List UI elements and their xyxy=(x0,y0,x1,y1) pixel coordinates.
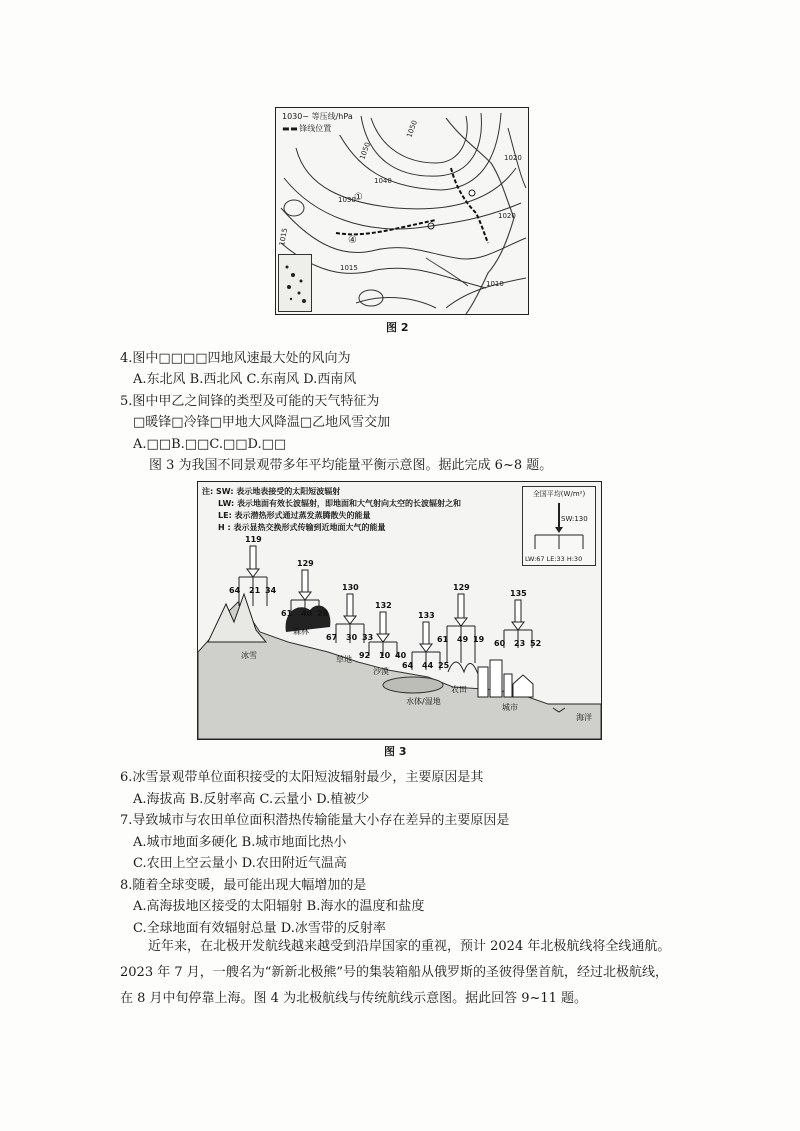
landscape-label: 沙漠 xyxy=(373,667,389,676)
point-marker: ④ xyxy=(348,235,357,246)
national-values: LW:67 LE:33 H:30 xyxy=(525,555,583,563)
sw-value: 135 xyxy=(510,589,527,598)
landscape-label: 森林 xyxy=(293,627,309,636)
isobar-label: 1030 xyxy=(338,196,356,204)
sw-arrow-head xyxy=(512,622,524,630)
sw-arrow-shaft xyxy=(458,594,464,618)
map-inset xyxy=(278,254,312,312)
national-arrows xyxy=(523,501,595,559)
landscape-label: 草地 xyxy=(336,655,352,664)
national-title: 全国平均(W/m²) xyxy=(532,490,586,498)
lw-value: 64 xyxy=(402,661,414,670)
question-5-line: □暖锋□冷锋□甲地大风降温□乙地风雪交加 xyxy=(133,415,391,430)
le-value: 40 xyxy=(301,609,313,618)
sw-arrow-shaft xyxy=(515,600,521,622)
energy-balance-figure xyxy=(197,481,602,740)
question-7-options-2: C.农田上空云量小 D.农田附近气温高 xyxy=(133,856,347,871)
landscape-label: 城市 xyxy=(502,703,518,712)
le-value: 21 xyxy=(249,586,261,595)
question-6-options: A.海拔高 B.反射率高 C.云量小 D.植被少 xyxy=(133,792,370,807)
lw-value: 61 xyxy=(437,635,449,644)
sw-arrow-head xyxy=(420,644,432,652)
le-value: 49 xyxy=(457,635,469,644)
isobar-label: 1020 xyxy=(498,212,516,220)
sw-arrow-shaft xyxy=(302,570,308,592)
figure3-caption: 图 3 xyxy=(384,745,407,758)
h-value: 34 xyxy=(265,586,277,595)
national-sw: SW:130 xyxy=(561,515,588,523)
sw-value: 132 xyxy=(375,601,392,610)
isobar-label: 1015 xyxy=(278,227,290,247)
h-value: 25 xyxy=(438,661,450,670)
lw-value: 60 xyxy=(494,639,506,648)
sw-arrow-shaft xyxy=(250,546,256,569)
sw-value: 129 xyxy=(453,583,470,592)
sw-value: 129 xyxy=(297,559,314,568)
sea-label: 海洋 xyxy=(576,713,592,722)
h-value: 40 xyxy=(395,651,407,660)
sw-value: 119 xyxy=(245,535,262,544)
sw-arrow-head xyxy=(455,618,467,626)
landscape-label: 水体/湿地 xyxy=(406,697,441,706)
isobar-label: 1050 xyxy=(358,141,372,161)
sw-arrow-shaft xyxy=(380,612,386,634)
le-value: 23 xyxy=(514,639,526,648)
note-lw: LW: 表示地面有效长波辐射，即地面和大气射向太空的长波辐射之和 xyxy=(218,499,462,508)
sw-arrow-head xyxy=(247,569,259,577)
figure3-intro: 图 3 为我国不同景观带多年平均能量平衡示意图。据此完成 6~8 题。 xyxy=(149,458,553,473)
sw-arrow-shaft xyxy=(423,622,429,644)
question-6-stem: 6.冰雪景观带单位面积接受的太阳短波辐射最少，主要原因是其 xyxy=(120,770,484,785)
isobar-map xyxy=(276,108,528,314)
question-8-options-2: C.全球地面有效辐射总量 D.冰雪带的反射率 xyxy=(133,921,386,936)
note-h: H : 表示显热交换形式传输到近地面大气的能量 xyxy=(218,523,386,532)
question-7-stem: 7.导致城市与农田单位面积潜热传输能量大小存在差异的主要原因是 xyxy=(120,813,510,828)
question-4-options: A.东北风 B.西北风 C.东南风 D.西南风 xyxy=(133,372,357,387)
isobar-label: 1020 xyxy=(504,154,522,162)
h-value: 19 xyxy=(473,635,485,644)
lw-value: 67 xyxy=(326,633,338,642)
question-5-options: A.□□B.□□C.□□D.□□ xyxy=(133,437,287,452)
note-sw: 注: SW: 表示地表接受的太阳短波辐射 xyxy=(202,487,341,496)
inset-islands xyxy=(279,255,311,311)
question-7-options-1: A.城市地面多硬化 B.城市地面比热小 xyxy=(133,835,347,850)
lw-value: 64 xyxy=(229,586,241,595)
le-value: 10 xyxy=(379,651,391,660)
isobar-label: 1010 xyxy=(486,280,504,288)
sw-value: 133 xyxy=(418,611,435,620)
legend-front: ▬ ▬ 锋线位置 xyxy=(282,124,332,133)
sw-arrow-head xyxy=(299,592,311,600)
passage-text: 近年来，在北极开发航线越来越受到沿岸国家的重视，预计 2024 年北极航线将全线通航。2023 年 7 月，一艘名为“新新北极熊”号的集装箱船从俄罗斯的圣彼得堡首航，经过北极航线，在 8 月中旬停靠上海。图 4 为北极航线与传统航线示意图。据此回答 9~11 题。 xyxy=(120,939,671,1006)
question-8-stem: 8.随着全球变暖，最可能出现大幅增加的是 xyxy=(120,878,367,893)
national-average-box xyxy=(522,486,596,566)
sw-arrow-head xyxy=(344,616,356,624)
figure2-caption: 图 2 xyxy=(386,321,409,334)
question-8-options-1: A.高海拔地区接受的太阳辐射 B.海水的温度和盐度 xyxy=(133,899,425,914)
h-value: 52 xyxy=(530,639,542,648)
landscape-label: 农田 xyxy=(451,685,467,694)
map-legend xyxy=(280,111,355,135)
sw-arrow-head xyxy=(377,634,389,642)
le-value: 30 xyxy=(346,633,358,642)
landscape-label: 冰雪 xyxy=(241,651,257,660)
sw-arrow-shaft xyxy=(347,594,353,616)
figure3-notes xyxy=(202,486,461,534)
weather-map-figure xyxy=(275,107,529,315)
note-le: LE: 表示潜热形式通过蒸发蒸腾散失的能量 xyxy=(218,511,371,520)
h-value: 28 xyxy=(317,609,329,618)
point-marker: ① xyxy=(354,192,363,203)
lw-value: 92 xyxy=(359,651,371,660)
isobar-label: 1015 xyxy=(340,264,358,272)
h-value: 33 xyxy=(362,633,374,642)
isobar-label: 1050 xyxy=(405,119,419,139)
le-value: 44 xyxy=(422,661,434,670)
lw-value: 61 xyxy=(281,609,293,618)
sw-value: 130 xyxy=(342,583,359,592)
question-4-stem: 4.图中□□□□四地风速最大处的风向为 xyxy=(120,351,351,366)
legend-isobar: 1030~ 等压线/hPa xyxy=(282,112,353,121)
question-5-stem: 5.图中甲乙之间锋的类型及可能的天气特征为 xyxy=(120,394,380,409)
isobar-label: 1040 xyxy=(374,177,392,185)
